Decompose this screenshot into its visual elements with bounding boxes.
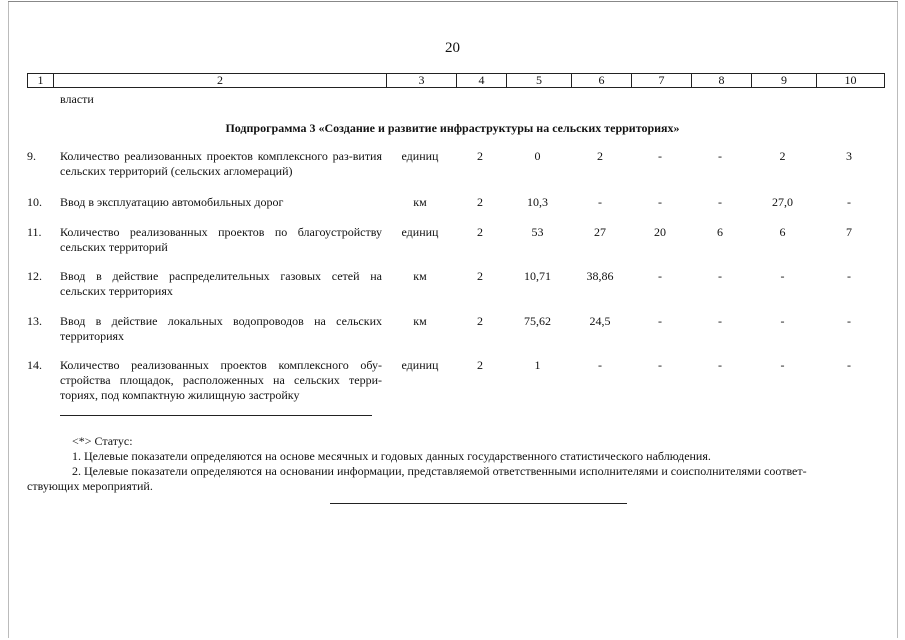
row-value-col6: 38,86 [586,269,614,283]
note-2-line-2: ствующих мероприятий. [27,479,153,493]
row-number: 14. [27,358,42,372]
row-value-col7: - [658,358,662,372]
row-value-col4: 2 [477,225,483,239]
status-label: <*> Статус: [72,434,133,448]
row-value-col10: - [847,195,851,209]
row-value-col9: 2 [779,149,786,163]
row-value-col4: 2 [477,314,483,328]
row-value-col10: - [847,269,851,283]
row-value-col9: 6 [779,225,786,239]
row-value-col4: 2 [477,149,483,163]
section-title: Подпрограмма 3 «Создание и развитие инфраструктуры на сельских территориях» [225,121,680,135]
row-number: 12. [27,269,42,283]
note-2-line-1: 2. Целевые показатели определяются на основании информации, представляемой ответственными исполнителями и соисполнителями соответ- [72,464,807,478]
row-value-col10: - [847,314,851,328]
bottom-divider [330,503,627,504]
row-unit: км [413,314,427,328]
row-value-col7: - [658,314,662,328]
row-indicator-name: Количество реализованных проектов комплексного обу-стройства площадок, расположенных на сельских терри-ториях, под компактную жилищную застройку [60,358,382,402]
header-cell-3: 3 [386,74,456,87]
row-value-col8: - [718,195,722,209]
row-value-col6: 27 [594,225,606,239]
header-cell-6: 6 [571,74,631,87]
row-value-col5: 53 [531,225,544,239]
row-value-col8: - [718,358,722,372]
header-cell-4: 4 [456,74,506,87]
header-cell-8: 8 [691,74,751,87]
row-value-col4: 2 [477,269,483,283]
row-value-col10: - [847,358,851,372]
row-number: 11. [27,225,42,239]
header-cell-2: 2 [53,74,386,87]
row-value-col4: 2 [477,358,483,372]
note-1: 1. Целевые показатели определяются на основе месячных и годовых данных государственного статистического наблюдения. [72,449,711,463]
row-number: 13. [27,314,42,328]
row-value-col6: 2 [597,149,603,163]
row-unit: км [413,195,427,209]
table-header-row [27,73,885,88]
row-value-col8: - [718,269,722,283]
row-value-col8: 6 [717,225,723,239]
row-value-col9: - [780,358,785,372]
header-cell-9: 9 [751,74,816,87]
row-unit: единиц [401,358,439,372]
row-value-col7: 20 [654,225,666,239]
row-unit: км [413,269,427,283]
row-value-col5: 75,62 [524,314,551,328]
row-indicator-name: Ввод в эксплуатацию автомобильных дорог [60,195,284,209]
row-value-col10: 7 [846,225,852,239]
row-indicator-name: Ввод в действие распределительных газовых сетей на сельских территориях [60,269,382,298]
row-value-col5: 1 [534,358,541,372]
row-value-col7: - [658,149,662,163]
row-number: 9. [27,149,36,163]
row-value-col8: - [718,314,722,328]
row-value-col7: - [658,269,662,283]
row-value-col9: - [780,269,785,283]
row-indicator-name: Количество реализованных проектов по благоустройству сельских территорий [60,225,382,254]
row-value-col5: 0 [534,149,541,163]
row-value-col7: - [658,195,662,209]
header-cell-1: 1 [37,73,44,87]
row-value-col5: 10,71 [524,269,551,283]
row-value-col10: 3 [846,149,852,163]
footnote-divider [60,415,372,416]
row-value-col6: - [598,358,602,372]
row-indicator-name: Ввод в действие локальных водопроводов на сельских территориях [60,314,382,343]
row-value-col6: 24,5 [589,314,611,328]
row-unit: единиц [401,225,439,239]
row-value-col6: - [598,195,602,209]
row-value-col8: - [718,149,722,163]
row-value-col5: 10,3 [527,195,548,209]
scan-edge-top [8,1,898,2]
row-unit: единиц [401,149,439,163]
page-number: 20 [445,40,460,56]
header-cell-7: 7 [631,74,691,87]
row-value-col9: 27,0 [772,195,793,209]
scan-edge-left [8,2,9,638]
header-cell-5: 5 [506,74,571,87]
scan-edge-right [897,2,898,638]
row-indicator-name: Количество реализованных проектов комплексного раз-вития сельских территорий (сельских агломераций) [60,149,382,178]
row-value-col9: - [780,314,785,328]
row-number: 10. [27,195,42,209]
header-cell-10: 10 [816,74,884,87]
continued-text: власти [60,92,94,106]
row-value-col4: 2 [477,195,483,209]
